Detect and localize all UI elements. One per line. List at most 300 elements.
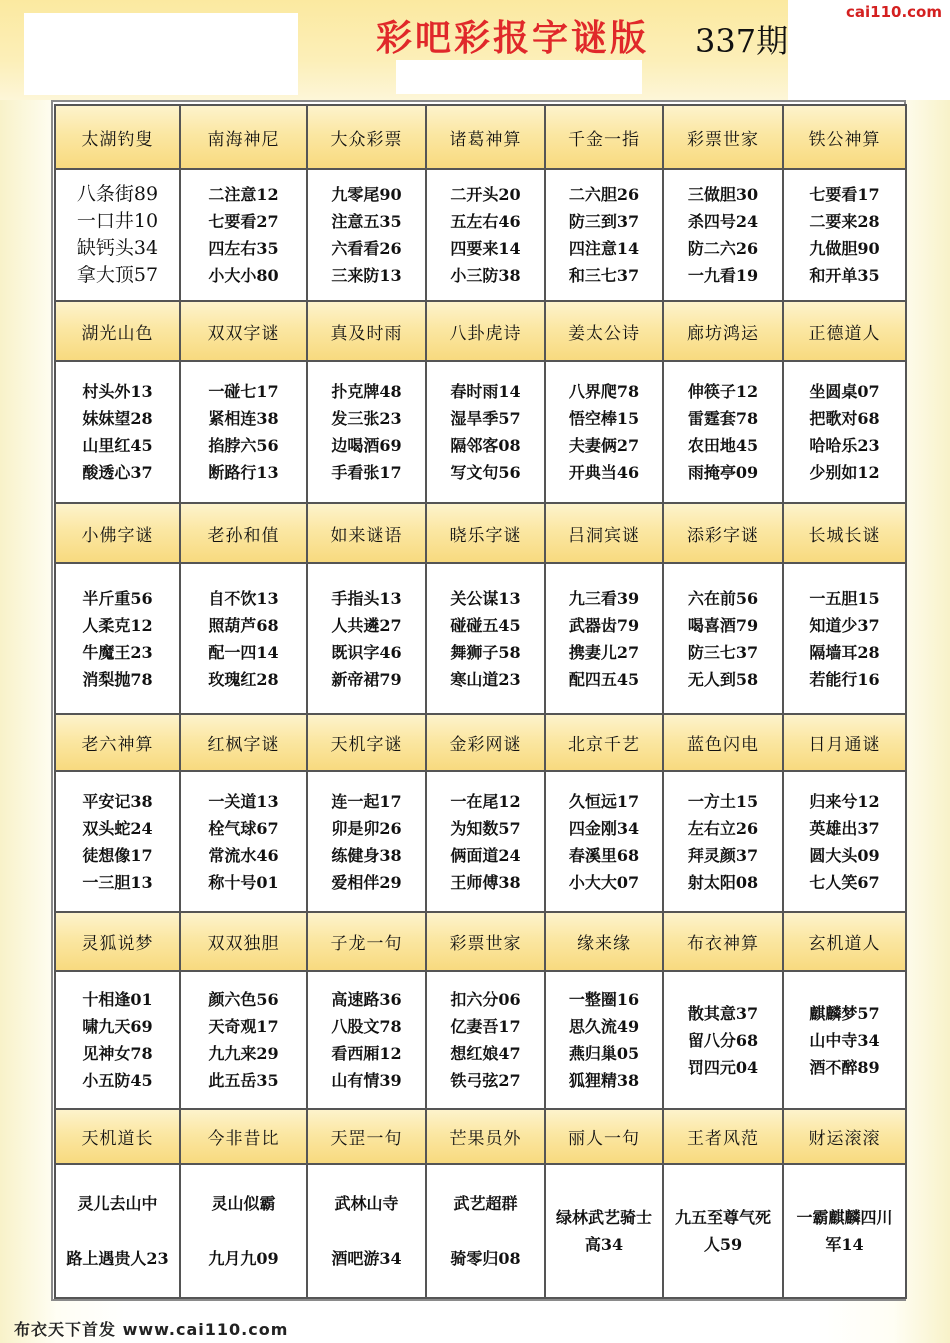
column-header-label: 红枫字谜 [207,735,280,755]
riddle-line: 一整圈16 [568,990,640,1009]
riddle-line: 人共遴27 [331,615,402,635]
riddle-line: 扑克牌48 [331,382,402,401]
column-header [426,503,545,563]
riddle-line: 人柔克12 [82,615,153,635]
riddle-line: 牛魔王23 [82,642,153,662]
riddle-line: 配一四14 [208,642,279,662]
riddle-line: 悟空棒15 [568,409,640,428]
riddle-cell [307,563,426,714]
riddle-line: 左右立26 [687,818,759,838]
column-header-label: 大众彩票 [330,129,403,150]
riddle-line: 四左右35 [208,239,279,258]
column-header-label: 长城长谜 [808,525,881,546]
riddle-line: 路上遇贵人23 [66,1249,169,1268]
blank-panel-left [24,13,298,95]
column-header-label: 缘来缘 [577,934,631,954]
riddle-line: 见神女78 [82,1044,153,1063]
riddle-line: 喝喜酒79 [687,615,759,635]
column-header [180,503,307,563]
riddle-line: 三来防13 [331,266,402,285]
riddle-line: 配四五45 [568,669,640,689]
column-header-label: 日月通谜 [808,735,881,755]
riddle-cell [180,1164,307,1298]
riddle-line: 坐圆桌07 [809,382,880,401]
riddle-lines [427,585,544,693]
riddle-lines [308,378,425,486]
riddle-line: 关公谋13 [450,588,521,608]
column-header [426,105,545,169]
riddle-line: 照葫芦68 [208,615,279,635]
riddle-line: 山中寺34 [809,1030,880,1050]
column-header-label: 小佛字谜 [81,525,154,546]
riddle-lines [546,788,662,896]
riddle-cell [55,169,180,301]
riddle-line: 拿大顶57 [76,264,159,286]
riddle-line: 发三张23 [331,409,402,428]
riddle-table [54,104,907,1299]
riddle-lines [784,378,905,486]
riddle-cell [180,169,307,301]
riddle-lines [181,788,306,896]
column-header [663,1109,783,1164]
header-row [55,301,906,361]
riddle-cell [783,361,906,503]
riddle-lines [546,1204,662,1258]
header-row [55,912,906,971]
riddle-line: 和开单35 [809,266,880,285]
riddle-line: 酸透心37 [82,463,153,482]
column-header-label: 姜太公诗 [568,323,640,344]
riddle-cell [663,971,783,1109]
riddle-cell [783,971,906,1109]
riddle-line: 六在前56 [687,588,759,608]
issue-number: 337期 [695,22,788,60]
riddle-line: 绿林武艺骑士高34 [555,1208,652,1254]
riddle-cell [663,563,783,714]
riddle-line: 半斤重56 [82,588,153,608]
riddle-line: 平安记38 [82,791,153,811]
riddle-line: 妹妹望28 [82,409,153,428]
riddle-line: 灵儿去山中 [77,1194,158,1213]
riddle-line: 酒不醉89 [809,1057,880,1077]
column-header-label: 老孙和值 [207,525,280,546]
riddle-line: 俩面道24 [450,845,521,865]
column-header [180,1109,307,1164]
riddle-lines [664,788,782,896]
column-header [783,503,906,563]
riddle-line: 山里红45 [82,436,153,455]
column-header [545,105,663,169]
column-header [426,301,545,361]
riddle-lines [181,986,306,1094]
riddle-lines [546,986,662,1094]
riddle-line: 散其意37 [687,1003,759,1023]
riddle-lines [56,788,179,896]
column-header-label: 布衣神算 [687,934,759,954]
column-header [180,714,307,771]
column-header [545,912,663,971]
riddle-line: 消梨抛78 [82,669,153,689]
riddle-line: 英雄出37 [809,818,880,838]
riddle-line: 一九看19 [687,266,759,285]
riddle-line: 圆大头09 [809,845,880,865]
riddle-line: 一口井10 [76,210,159,232]
riddle-line: 湿旱季57 [450,409,521,428]
column-header [55,301,180,361]
riddle-cell [180,563,307,714]
riddle-cell [783,1164,906,1298]
riddle-line: 颜六色56 [208,990,279,1009]
column-header-label: 湖光山色 [81,323,154,344]
riddle-line: 小大大07 [568,872,640,892]
riddle-line: 二要来28 [809,212,880,231]
riddle-cell [663,771,783,912]
riddle-line: 武艺超群 [453,1194,518,1213]
column-header [180,301,307,361]
riddle-cell [545,971,663,1109]
riddle-line: 雨掩亭09 [687,463,759,482]
riddle-line: 一关道13 [208,791,279,811]
column-header-label: 诸葛神算 [449,129,522,150]
riddle-line: 杀四号24 [687,212,759,231]
riddle-line: 七要看27 [208,212,279,231]
riddle-line: 三做胆30 [687,185,759,204]
riddle-line: 二注意12 [208,185,279,204]
column-header-label: 如来谜语 [330,525,403,546]
riddle-cell [545,1164,663,1298]
riddle-lines [664,181,782,289]
header-row [55,1109,906,1164]
column-header-label: 吕洞宾谜 [568,525,640,546]
column-header [545,503,663,563]
riddle-line: 八股文78 [331,1017,402,1036]
riddle-cell [426,771,545,912]
riddle-line: 二六胆26 [568,185,640,204]
riddle-cell [180,971,307,1109]
riddle-line: 防二六26 [687,239,759,258]
riddle-row [55,563,906,714]
riddle-cell [55,361,180,503]
column-header [783,1109,906,1164]
riddle-line: 缺钙头34 [76,237,159,259]
column-header [55,503,180,563]
riddle-row [55,771,906,912]
riddle-lines [56,1190,179,1272]
riddle-lines [546,181,662,289]
riddle-line: 玫瑰红28 [208,669,279,689]
riddle-line: 夫妻俩27 [568,436,640,455]
riddle-line: 手看张17 [331,463,402,482]
riddle-line: 栓气球67 [208,818,279,838]
riddle-lines [427,986,544,1094]
column-header-label: 天罡一句 [330,1129,403,1149]
column-header [663,503,783,563]
column-header-label: 灵狐说梦 [81,934,154,954]
riddle-line: 一霸麒麟四川军14 [796,1208,893,1254]
riddle-cell [307,169,426,301]
riddle-line: 看西厢12 [331,1044,402,1063]
riddle-line: 射太阳08 [687,872,759,892]
riddle-cell [307,771,426,912]
riddle-line: 练健身38 [331,845,402,865]
column-header [55,1109,180,1164]
riddle-line: 骑零归08 [450,1249,521,1268]
column-header-label: 晓乐字谜 [449,525,522,546]
riddle-cell [307,361,426,503]
riddle-line: 扣六分06 [450,990,521,1009]
riddle-line: 罚四元04 [687,1057,759,1077]
riddle-line: 村头外13 [82,382,153,401]
riddle-lines [427,1190,544,1272]
riddle-cell [663,169,783,301]
riddle-line: 写文句56 [450,463,521,482]
riddle-line: 久恒远17 [568,791,640,811]
riddle-cell [545,563,663,714]
riddle-lines [664,1000,782,1081]
riddle-line: 七要看17 [809,185,880,204]
riddle-lines [308,788,425,896]
column-header [307,714,426,771]
column-header [426,912,545,971]
riddle-cell [545,169,663,301]
site-link[interactable]: cai110.com [846,3,942,21]
column-header [307,1109,426,1164]
riddle-line: 二开头20 [450,185,521,204]
riddle-line: 归来兮12 [809,791,880,811]
riddle-line: 小大小80 [208,266,279,285]
column-header [783,912,906,971]
riddle-line: 知道少37 [809,615,880,635]
riddle-row [55,971,906,1109]
riddle-line: 九五至尊气死人59 [674,1208,771,1254]
riddle-line: 一三胆13 [82,872,153,892]
column-header-label: 玄机道人 [808,934,881,954]
header-row [55,503,906,563]
riddle-line: 思久流49 [568,1017,640,1036]
column-header-label: 今非昔比 [207,1129,280,1149]
riddle-cell [307,1164,426,1298]
column-header [307,912,426,971]
column-header-label: 老六神算 [81,735,154,755]
column-header-label: 真及时雨 [330,323,403,344]
riddle-cell [180,361,307,503]
column-header [307,105,426,169]
column-header [783,105,906,169]
column-header-label: 廊坊鸿运 [687,323,759,344]
riddle-line: 春时雨14 [450,382,521,401]
riddle-line: 新帝裙79 [331,669,402,689]
riddle-line: 紧相连38 [208,409,279,428]
column-header-label: 八卦虎诗 [449,323,522,344]
riddle-cell [55,971,180,1109]
column-header [663,714,783,771]
riddle-line: 无人到58 [687,669,759,689]
column-header [55,714,180,771]
riddle-lines [784,788,905,896]
riddle-line: 四注意14 [568,239,640,258]
riddle-line: 双头蛇24 [82,818,153,838]
blank-panel-center [396,60,642,94]
column-header [55,105,180,169]
column-header [783,301,906,361]
riddle-row [55,1164,906,1298]
column-header-label: 王者风范 [687,1129,759,1149]
riddle-line: 舞狮子58 [450,642,521,662]
riddle-line: 天奇观17 [208,1017,279,1036]
riddle-cell [426,563,545,714]
riddle-line: 和三七37 [568,266,640,285]
column-header [426,714,545,771]
riddle-line: 一五胆15 [809,588,880,608]
riddle-line: 九做胆90 [809,239,880,258]
riddle-lines [56,378,179,486]
column-header [55,912,180,971]
riddle-cell [55,1164,180,1298]
riddle-lines [427,378,544,486]
riddle-row [55,169,906,301]
riddle-cell [426,169,545,301]
riddle-line: 连一起17 [331,791,402,811]
column-header-label: 彩票世家 [449,934,522,954]
riddle-line: 六看看26 [331,239,402,258]
riddle-line: 注意五35 [331,212,402,231]
riddle-line: 此五岳35 [208,1071,279,1090]
riddle-cell [545,771,663,912]
riddle-cell [180,771,307,912]
column-header [663,301,783,361]
riddle-line: 四金刚34 [568,818,640,838]
riddle-row [55,361,906,503]
riddle-line: 小三防38 [450,266,521,285]
riddle-line: 防三七37 [687,642,759,662]
column-header [180,912,307,971]
riddle-line: 七人笑67 [809,872,880,892]
riddle-line: 一方土15 [687,791,759,811]
riddle-cell [426,361,545,503]
riddle-line: 爱相伴29 [331,872,402,892]
riddle-lines [427,181,544,289]
riddle-line: 碰碰五45 [450,615,521,635]
riddle-line: 八界爬78 [568,382,640,401]
column-header-label: 南海神尼 [207,129,280,150]
column-header-label: 子龙一句 [330,934,403,954]
riddle-line: 隔邻客08 [450,436,521,455]
header-row [55,105,906,169]
riddle-line: 农田地45 [687,436,759,455]
column-header [426,1109,545,1164]
riddle-cell [545,361,663,503]
riddle-cell [663,1164,783,1298]
riddle-line: 狐狸精38 [568,1071,640,1090]
column-header [663,912,783,971]
riddle-line: 五左右46 [450,212,521,231]
riddle-line: 灵山似霸 [211,1194,276,1213]
riddle-line: 一碰七17 [208,382,279,401]
riddle-line: 伸筷子12 [687,382,759,401]
riddle-line: 武林山寺 [334,1194,399,1213]
riddle-lines [308,181,425,289]
riddle-cell [663,361,783,503]
riddle-line: 少别如12 [809,463,880,482]
riddle-lines [308,986,425,1094]
column-header-label: 彩票世家 [687,129,759,150]
riddle-line: 为知数57 [450,818,521,838]
riddle-line: 携妻儿27 [568,642,640,662]
column-header-label: 千金一指 [568,129,640,150]
column-header-label: 芒果员外 [449,1129,522,1149]
column-header-label: 铁公神算 [808,129,881,150]
riddle-line: 十相逢01 [82,990,153,1009]
column-header [545,1109,663,1164]
riddle-line: 铁弓弦27 [450,1071,521,1090]
riddle-line: 麒麟梦57 [809,1003,880,1023]
column-header-label: 蓝色闪电 [687,735,759,755]
riddle-cell [783,563,906,714]
riddle-line: 常流水46 [208,845,279,865]
riddle-lines [546,378,662,486]
riddle-line: 燕归巢05 [568,1044,640,1063]
riddle-line: 武器齿79 [568,615,640,635]
riddle-lines [181,378,306,486]
column-header-label: 北京千艺 [568,735,640,755]
riddle-line: 隔墙耳28 [809,642,880,662]
column-header-label: 天机字谜 [330,735,403,755]
riddle-line: 掐脖六56 [208,436,279,455]
column-header [180,105,307,169]
header-row [55,714,906,771]
riddle-line: 卯是卯26 [331,818,402,838]
riddle-lines [546,585,662,693]
riddle-line: 既识字46 [331,642,402,662]
riddle-cell [426,1164,545,1298]
riddle-line: 拜灵颜37 [687,845,759,865]
riddle-lines [664,1204,782,1258]
riddle-line: 若能行16 [809,669,880,689]
riddle-line: 一在尾12 [450,791,521,811]
riddle-lines [427,788,544,896]
riddle-line: 手指头13 [331,588,402,608]
riddle-lines [56,986,179,1094]
riddle-line: 小五防45 [82,1071,153,1090]
column-header-label: 双双独胆 [207,934,280,954]
riddle-lines [181,1190,306,1272]
riddle-line: 把歌对68 [809,409,880,428]
riddle-lines [664,378,782,486]
riddle-line: 称十号01 [208,872,279,892]
riddle-line: 边喝酒69 [331,436,402,455]
riddle-lines [308,1190,425,1272]
column-header-label: 天机道长 [81,1129,154,1149]
riddle-line: 春溪里68 [568,845,640,865]
riddle-lines [784,181,905,289]
column-header [307,503,426,563]
column-header-label: 金彩网谜 [449,735,522,755]
riddle-line: 八条街89 [76,183,159,205]
riddle-line: 自不饮13 [208,588,279,608]
riddle-lines [181,585,306,693]
riddle-line: 四要来14 [450,239,521,258]
riddle-line: 九零尾90 [331,185,402,204]
riddle-line: 想红娘47 [450,1044,521,1063]
riddle-line: 九月九09 [208,1249,279,1268]
column-header [783,714,906,771]
riddle-line: 高速路36 [331,990,402,1009]
riddle-cell [55,563,180,714]
riddle-line: 开典当46 [568,463,640,482]
riddle-lines [664,585,782,693]
riddle-line: 断路行13 [208,463,279,482]
riddle-lines [784,1000,905,1081]
